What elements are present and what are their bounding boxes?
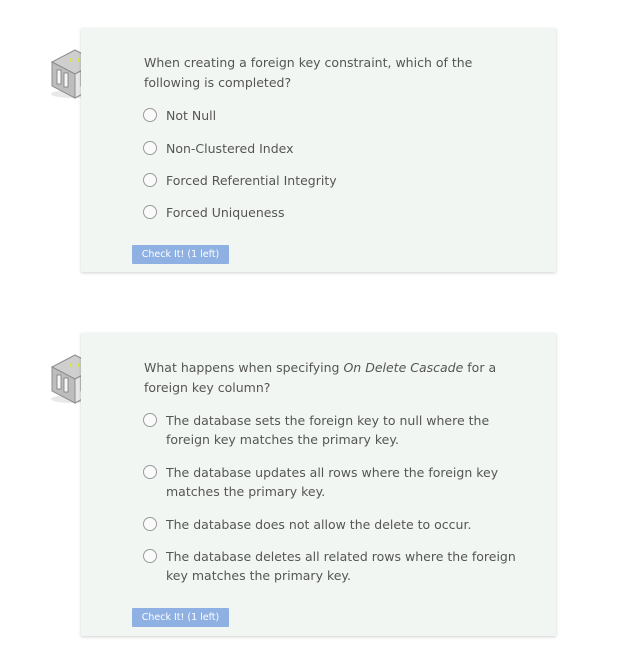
question-card [81,333,556,636]
answer-option[interactable] [143,463,523,501]
answer-option[interactable] [143,171,523,190]
radio-button[interactable] [143,549,157,563]
radio-button[interactable] [143,141,157,155]
answer-option[interactable] [143,411,523,449]
answer-option[interactable] [143,139,523,158]
answer-label: The database does not allow the delete to occur. [166,517,472,532]
question-text-emphasis: On Delete Cascade [343,360,464,375]
answer-label: Non-Clustered Index [166,141,294,156]
answer-option[interactable] [143,106,523,125]
answer-label: The database sets the foreign key to null where the foreign key matches the primary key. [166,413,490,447]
answer-option[interactable] [143,203,523,222]
radio-button[interactable] [143,465,157,479]
answer-label: The database deletes all related rows where the foreign key matches the primary key. [166,549,516,583]
answer-label: Forced Uniqueness [166,205,285,220]
question-card [81,28,556,272]
answer-label: Not Null [166,108,217,123]
radio-button[interactable] [143,413,157,427]
check-it-button[interactable]: Check It! (1 left) [132,245,229,264]
answer-label: Forced Referential Integrity [166,173,337,188]
radio-button[interactable] [143,205,157,219]
question-text-start: What happens when specifying [144,360,344,375]
radio-button[interactable] [143,517,157,531]
check-it-button[interactable]: Check It! (1 left) [132,608,229,627]
question-text [144,358,524,398]
answer-label: The database updates all rows where the foreign key matches the primary key. [166,465,499,499]
question-text-end: for a foreign key column? [144,360,497,395]
radio-button[interactable] [143,173,157,187]
answer-option[interactable] [143,547,523,585]
question-text: When creating a foreign key constraint, which of the following is completed? [144,55,473,90]
radio-button[interactable] [143,108,157,122]
answer-option[interactable] [143,515,523,534]
